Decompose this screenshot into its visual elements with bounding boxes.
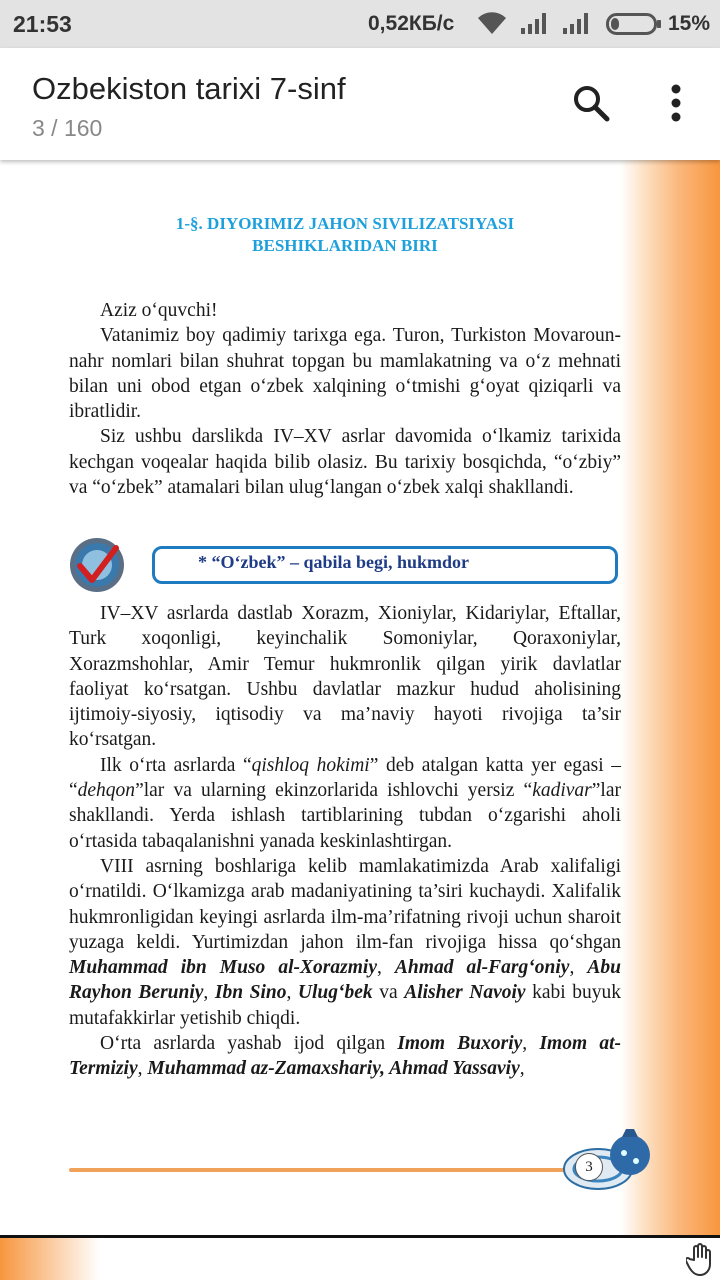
italic-term: dehqon [77,780,136,802]
search-icon [572,84,610,122]
main-text [69,601,621,1082]
text-run: VIII asrning boshlariga kelib mamlakatimizda Arab xalifaligi o‘rnatildi. O‘lkamizga arab madaniyatining ta’siri kuchaydi. Xalifalik hukmronligidan keyingi asrlarda ilm-ma’rifatning rivoji uchun sharoit yuzaga keldi. Yurtimizdan jahon ilm-fan rivojiga hissa qo‘shgan [69,855,621,953]
scholar-name: Ahmad al-Farg‘oniy [394,957,570,979]
text-run: ”lar va ularning ekinzorlarida ishlovchi yersiz “ [135,780,533,802]
page-indicator: 3 / 160 [32,115,103,141]
page-footer-line [69,1168,569,1172]
paragraph: Vatanimiz boy qadimiy tarixga ega. Turon, Turkiston Movarounnahr nomlari bilan shuhrat topgan bu mamlakatning va o‘z mehnati bilan uni obod etgan o‘zbek xalqining o‘tmishi g‘oyat qiziqarli va ibratlidir. [69,325,621,423]
paragraph: Siz ushbu darslikda IV–XV asrlar davomida o‘lkamiz tarixida kechgan voqealar haqida bilib olasiz. Bu tarixiy bosqichda, “o‘zbiy” va “o‘zbek” atamalari bilan ulug‘langan o‘zbek xalqi shakllandi. [69,426,621,499]
scholar-name: Muhammad ibn Muso al-Xorazmiy [69,957,377,979]
text-run: , [522,1033,540,1055]
text-run: , [203,982,215,1004]
status-bar [0,0,720,48]
scholar-name: Ulug‘bek [297,982,373,1004]
bottom-bar [0,1235,720,1280]
battery-icon [606,13,662,35]
next-page-edge [0,1238,100,1280]
paragraph: IV–XV asrlarda dastlab Xorazm, Xioniylar, Kidariylar, Eftallar, Turk xoqonligi, keyinchalik Somoniylar, Qoraxoniylar, Xorazmshohlar, Amir Temur hukmronlik qilgan yirik davlatlar faoliyat ko‘rsatgan. Ushbu davlatlar mazkur hudud aholisining ijtimoiy-siyosiy, iqtisodiy va ma’naviy hayoti rivojiga ta’sir ko‘rsatgan. [69,603,621,751]
scholar-name: Alisher Navoiy [404,982,526,1004]
note-text: * “O‘zbek” – qabila begi, hukmdor [198,552,470,572]
battery-percent: 15% [668,12,711,35]
italic-term: qishloq hokimi [251,754,370,776]
text-run: , [137,1058,148,1080]
intro-text [69,298,621,500]
more-options-button[interactable] [651,78,701,128]
text-run: , [519,1058,525,1080]
text-run: ” deb atalgan katta yer egasi – “ [69,754,621,802]
italic-term: kadivar [532,780,592,802]
scholar-name: Ibn Sino [214,982,287,1004]
page-decoration-stripe [620,160,720,1235]
text-run: ”lar shakllandi. Yerda ishlash tartiblarining tubdan o‘zgarishi aholi o‘rtasida tabaqalanishni yanada keskinlashtirgan. [69,780,621,852]
paragraph [69,1031,621,1082]
text-run: kabi buyuk mutafakkirlar yetishib chiqdi. [69,982,622,1029]
heading-line-2: BESHIKLARIDAN BIRI [252,236,438,255]
app-bar [0,48,720,160]
status-time: 21:53 [13,11,72,37]
signal-icon [562,12,592,34]
scholar-name: Imom at-Termiziy [69,1033,622,1080]
checkmark-emblem-icon [68,536,126,594]
text-run: , [569,957,588,979]
text-run: va [372,982,405,1004]
search-button[interactable] [566,78,616,128]
more-vert-icon [670,84,682,122]
pottery-decoration-icon [560,1125,652,1197]
text-run: Ilk o‘rta asrlarda “ [100,754,252,776]
text-run: , [286,982,298,1004]
book-page[interactable] [0,160,720,1235]
greeting: Aziz o‘quvchi! [100,300,218,321]
chapter-heading [69,213,621,257]
wifi-icon [476,10,508,36]
hand-tool-icon[interactable] [686,1242,714,1276]
network-speed: 0,52КБ/с [368,12,455,35]
page-number: 3 [575,1153,603,1181]
text-run: O‘rta asrlarda yashab ijod qilgan [100,1033,398,1055]
signal-icon [520,12,550,34]
paragraph [69,753,621,854]
document-title: Ozbekiston tarixi 7-sinf [32,71,346,106]
scholar-name: Muhammad az-Zamaxshariy, Ahmad Yassaviy [147,1058,520,1080]
text-run: , [376,957,395,979]
scholar-name: Abu Rayhon Beruniy [69,957,621,1004]
paragraph [69,854,621,1031]
scholar-name: Imom Buxoriy [397,1033,523,1055]
heading-line-1: 1-§. DIYORIMIZ JAHON SIVILIZATSIYASI [175,214,515,233]
